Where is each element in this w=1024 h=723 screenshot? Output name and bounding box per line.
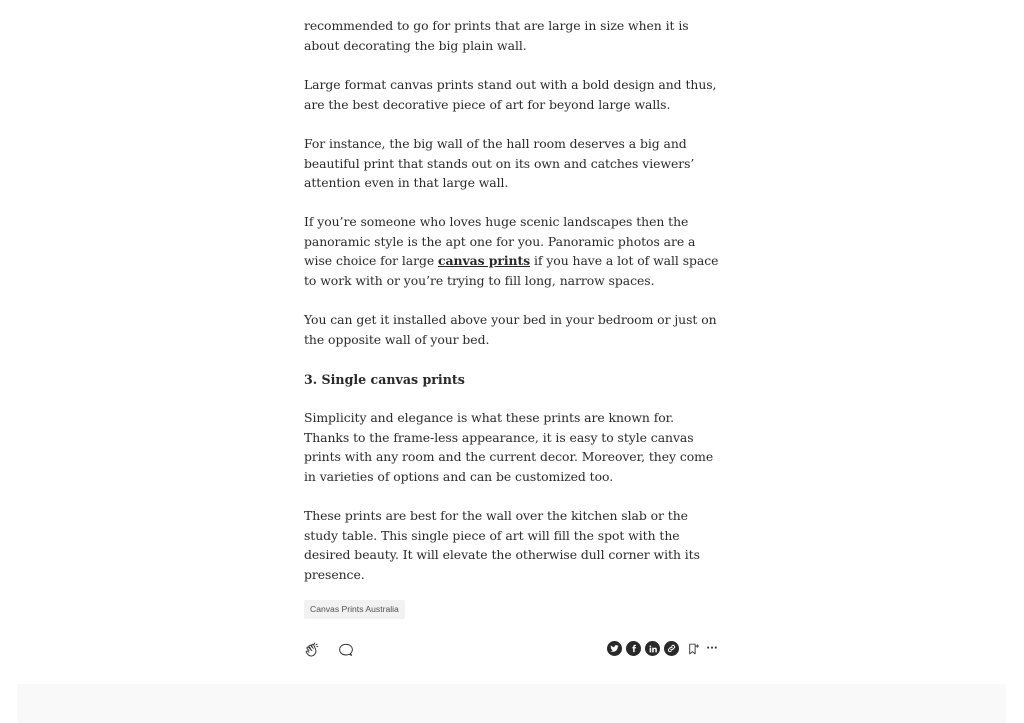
section-heading: 3. Single canvas prints	[304, 372, 465, 387]
link-icon[interactable]	[664, 641, 679, 656]
linkedin-icon[interactable]	[645, 641, 660, 656]
paragraph: For instance, the big wall of the hall room deserves a big and beautiful print that stands out on its own and catches viewers’ attention even in that large wall.	[304, 136, 695, 191]
clap-icon[interactable]	[302, 640, 322, 660]
topic-tag[interactable]: Canvas Prints Australia	[304, 600, 405, 619]
paragraph: Large format canvas prints stand out with a bold design and thus, are the best decorative piece of art for beyond large walls.	[304, 77, 717, 112]
facebook-icon[interactable]	[626, 641, 641, 656]
bookmark-icon[interactable]	[685, 641, 701, 657]
comment-icon[interactable]	[336, 640, 356, 660]
twitter-icon[interactable]	[607, 641, 622, 656]
paragraph: These prints are best for the wall over the kitchen slab or the study table. This single piece of art will fill the spot with the desired beauty. It will elevate the otherwise dull corner with its presence.	[304, 508, 700, 582]
more-icon[interactable]: ···	[706, 643, 718, 654]
paragraph-text: if you have a lot of wall space to work with or you’re trying to fill long, narrow spaces.	[304, 253, 719, 288]
paragraph-panoramic	[304, 212, 720, 290]
paragraph: You can get it installed above your bed in your bedroom or just on the opposite wall of your bed.	[304, 312, 717, 347]
footer-band	[17, 684, 1006, 723]
paragraph-text: If you’re someone who loves huge scenic landscapes then the panoramic style is the apt one for you. Panoramic photos are a wise choice for large	[304, 214, 696, 269]
paragraph: recommended to go for prints that are large in size when it is about decorating the big plain wall.	[304, 18, 689, 53]
canvas-prints-link[interactable]: canvas prints	[438, 253, 531, 269]
paragraph: Simplicity and elegance is what these prints are known for. Thanks to the frame-less appearance, it is easy to style canvas prints with any room and the current decor. Moreover, they come in varieties of options and can be customized too.	[304, 410, 714, 484]
